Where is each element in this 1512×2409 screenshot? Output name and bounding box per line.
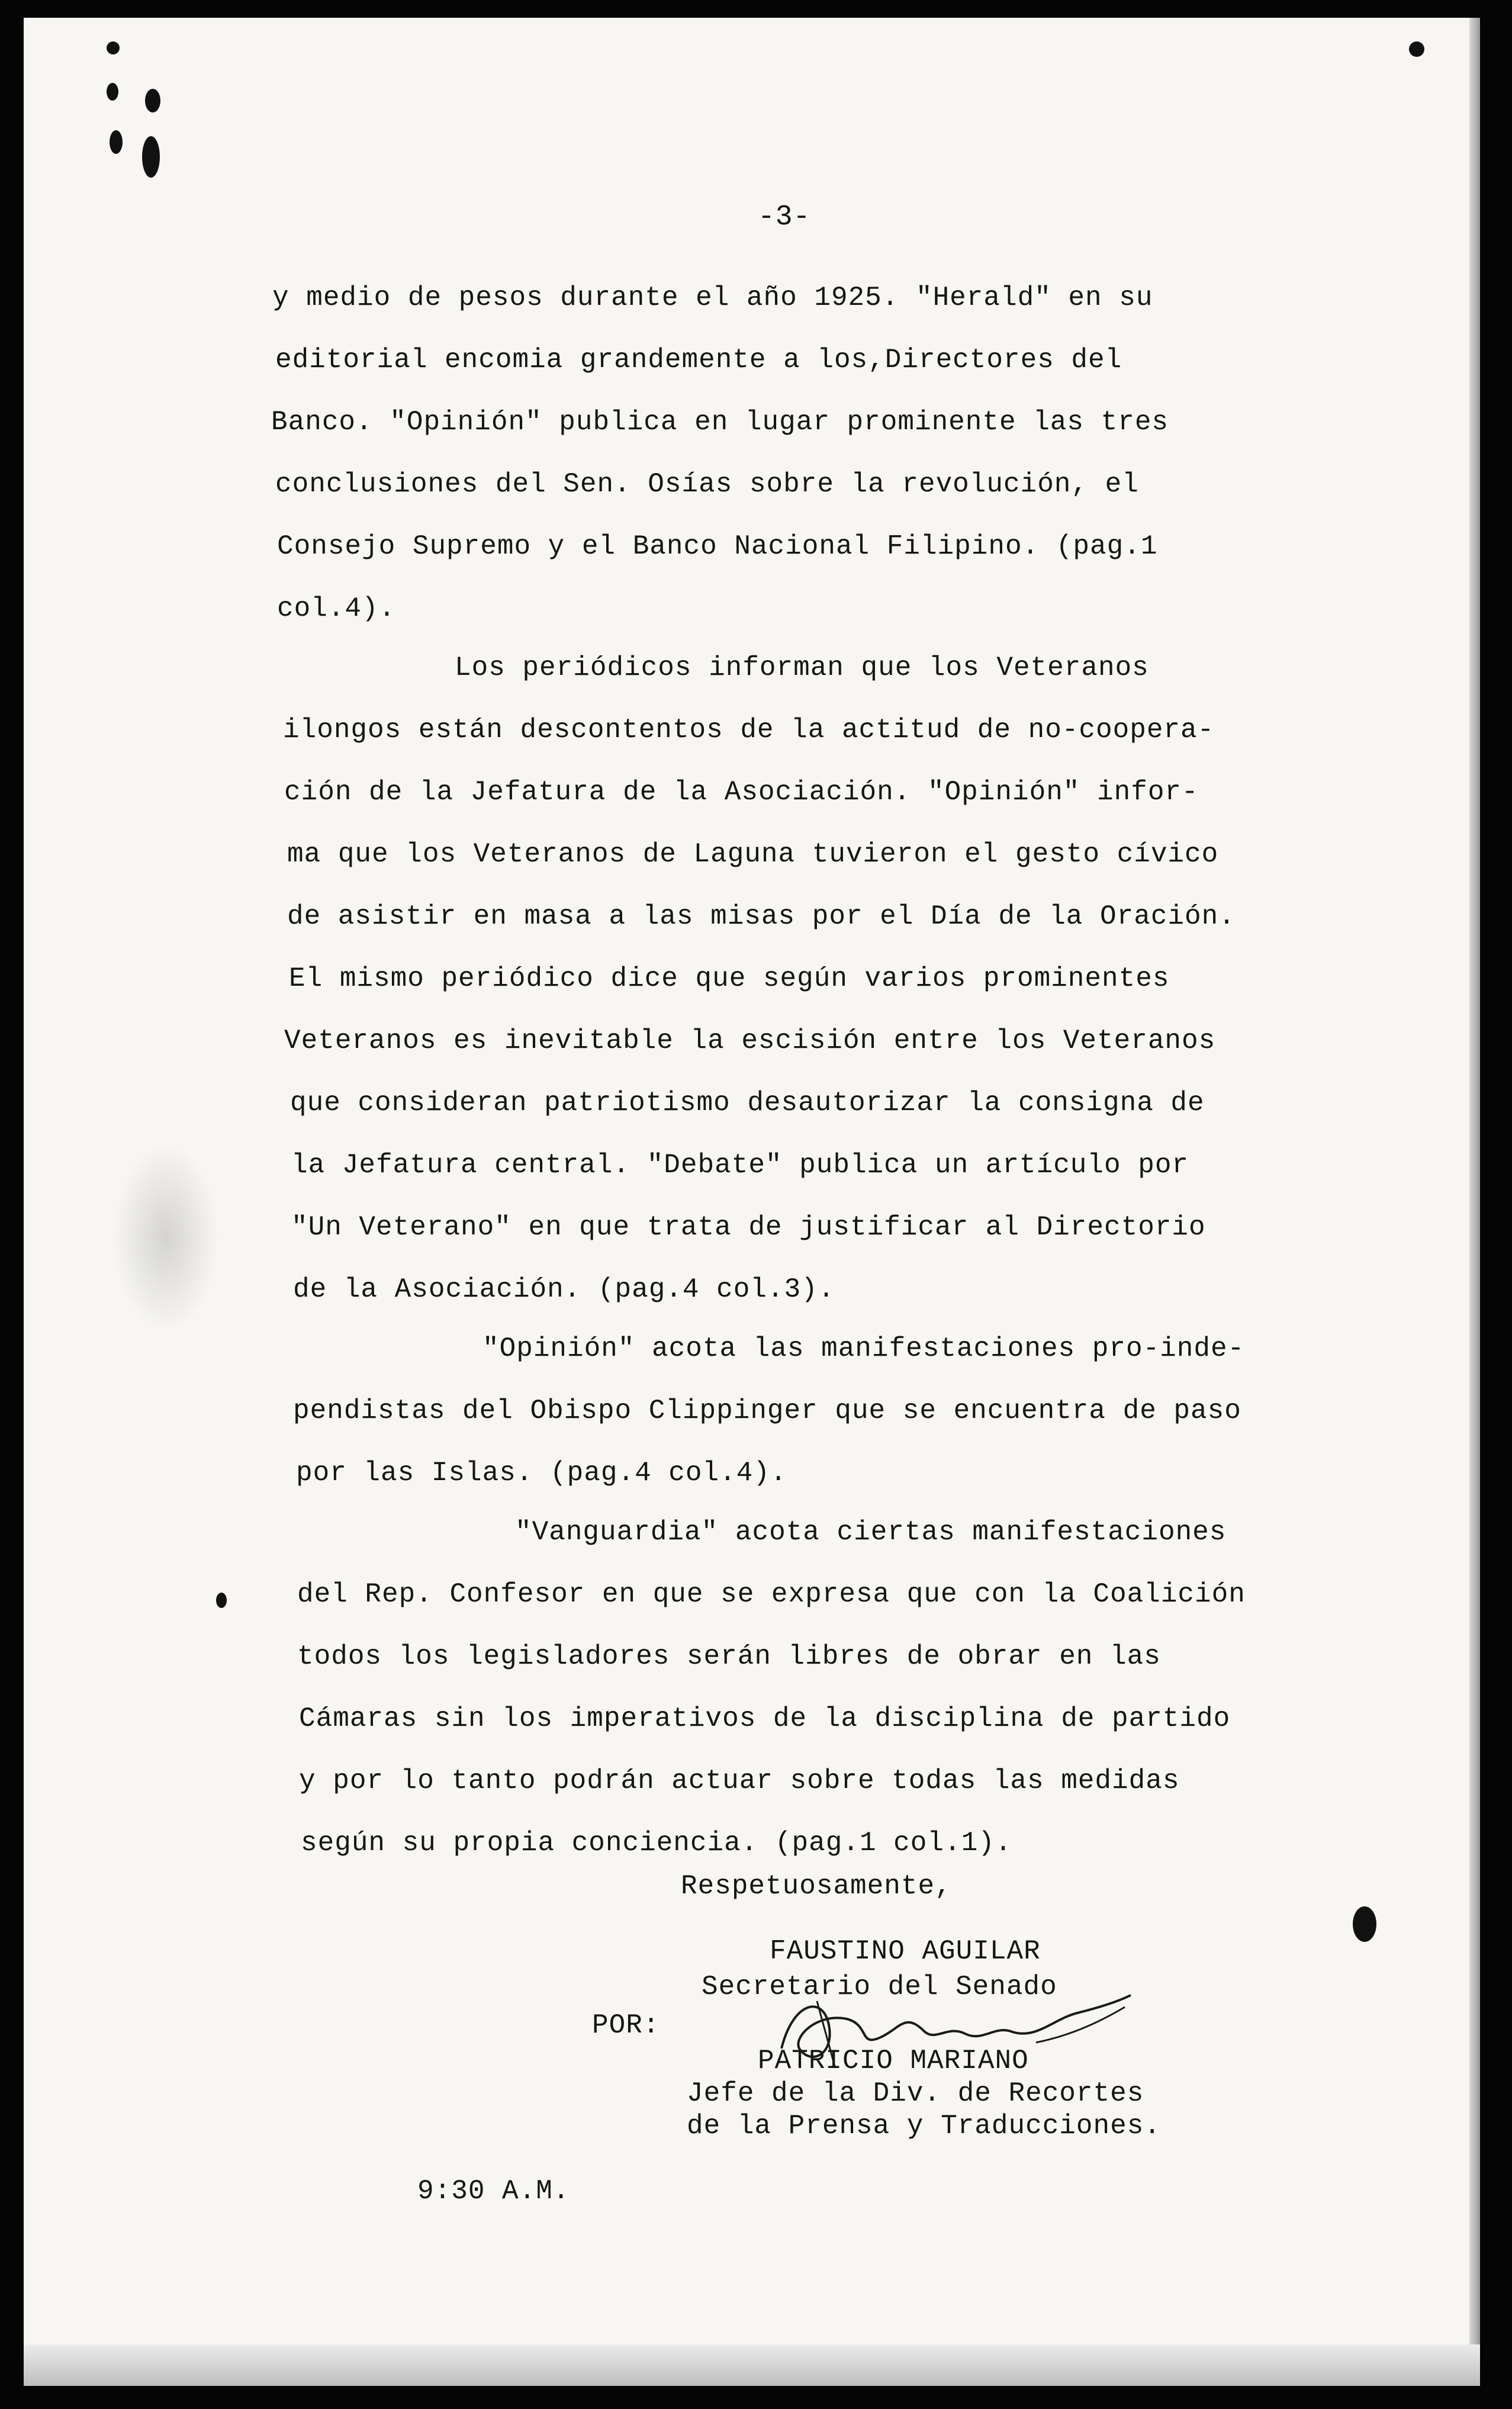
por-label: POR: [592, 2010, 660, 2041]
closing-salutation: Respetuosamente, [681, 1871, 952, 1902]
body-line: pendistas del Obispo Clippinger que se encuentra de paso [293, 1395, 1241, 1426]
punch-hole-mark [110, 130, 123, 154]
body-line: la Jefatura central. "Debate" publica un artículo por [291, 1150, 1189, 1181]
body-line: Cámaras sin los imperativos de la disciplina de partido [299, 1703, 1231, 1734]
deputy-name: PATRICIO MARIANO [758, 2045, 1029, 2076]
body-line: y medio de pesos durante el año 1925. "Herald" en su [272, 282, 1153, 313]
page-edge-shadow [1469, 18, 1480, 2386]
body-line: Banco. "Opinión" publica en lugar prominente las tres [271, 407, 1169, 438]
signatory-title: Secretario del Senado [702, 1971, 1057, 2002]
punch-hole-mark [142, 136, 160, 178]
document-page [24, 18, 1480, 2386]
body-line: todos los legisladores serán libres de obrar en las [297, 1641, 1161, 1672]
body-line: ilongos están descontentos de la actitud de no-coopera- [283, 715, 1215, 745]
body-line: de la Asociación. (pag.4 col.3). [293, 1274, 835, 1305]
body-line: ma que los Veteranos de Laguna tuvieron el gesto cívico [287, 839, 1219, 870]
punch-hole-mark [216, 1593, 227, 1608]
body-line: Veteranos es inevitable la escisión entre los Veteranos [284, 1025, 1216, 1056]
body-line: editorial encomia grandemente a los,Directores del [275, 345, 1122, 375]
signatory-name: FAUSTINO AGUILAR [770, 1936, 1041, 1967]
body-line: col.4). [277, 593, 396, 624]
body-line: según su propia conciencia. (pag.1 col.1). [301, 1828, 1012, 1858]
body-line: por las Islas. (pag.4 col.4). [296, 1458, 787, 1488]
deputy-division-line: Jefe de la Div. de Recortes [687, 2078, 1144, 2109]
body-line: que consideran patriotismo desautorizar la consigna de [290, 1088, 1205, 1118]
deputy-division-line: de la Prensa y Traducciones. [687, 2111, 1161, 2141]
body-line: conclusiones del Sen. Osías sobre la revolución, el [275, 469, 1139, 500]
body-line: ción de la Jefatura de la Asociación. "Opinión" infor- [284, 777, 1199, 808]
body-line: "Vanguardia" acota ciertas manifestaciones [515, 1517, 1227, 1548]
body-line: de asistir en masa a las misas por el Día de la Oración. [287, 901, 1236, 932]
body-line: Consejo Supremo y el Banco Nacional Filipino. (pag.1 [277, 531, 1158, 562]
timestamp: 9:30 A.M. [417, 2176, 570, 2207]
page-bottom-edge [24, 2344, 1480, 2386]
punch-hole-mark [1409, 41, 1424, 57]
body-line: El mismo periódico dice que según varios prominentes [289, 963, 1170, 994]
body-line: "Un Veterano" en que trata de justificar al Directorio [291, 1212, 1206, 1243]
body-line: "Opinión" acota las manifestaciones pro-inde- [482, 1333, 1245, 1364]
handwritten-signature [758, 1977, 1137, 2078]
body-line: Los periódicos informan que los Veteranos [455, 652, 1149, 683]
body-line: y por lo tanto podrán actuar sobre todas las medidas [299, 1765, 1180, 1796]
page-number: -3- [758, 201, 811, 233]
punch-hole-mark [1353, 1906, 1376, 1942]
ink-smudge [112, 1143, 219, 1332]
punch-hole-mark [107, 41, 120, 54]
punch-hole-mark [145, 89, 160, 112]
body-line: del Rep. Confesor en que se expresa que con la Coalición [297, 1579, 1246, 1610]
punch-hole-mark [107, 83, 118, 101]
